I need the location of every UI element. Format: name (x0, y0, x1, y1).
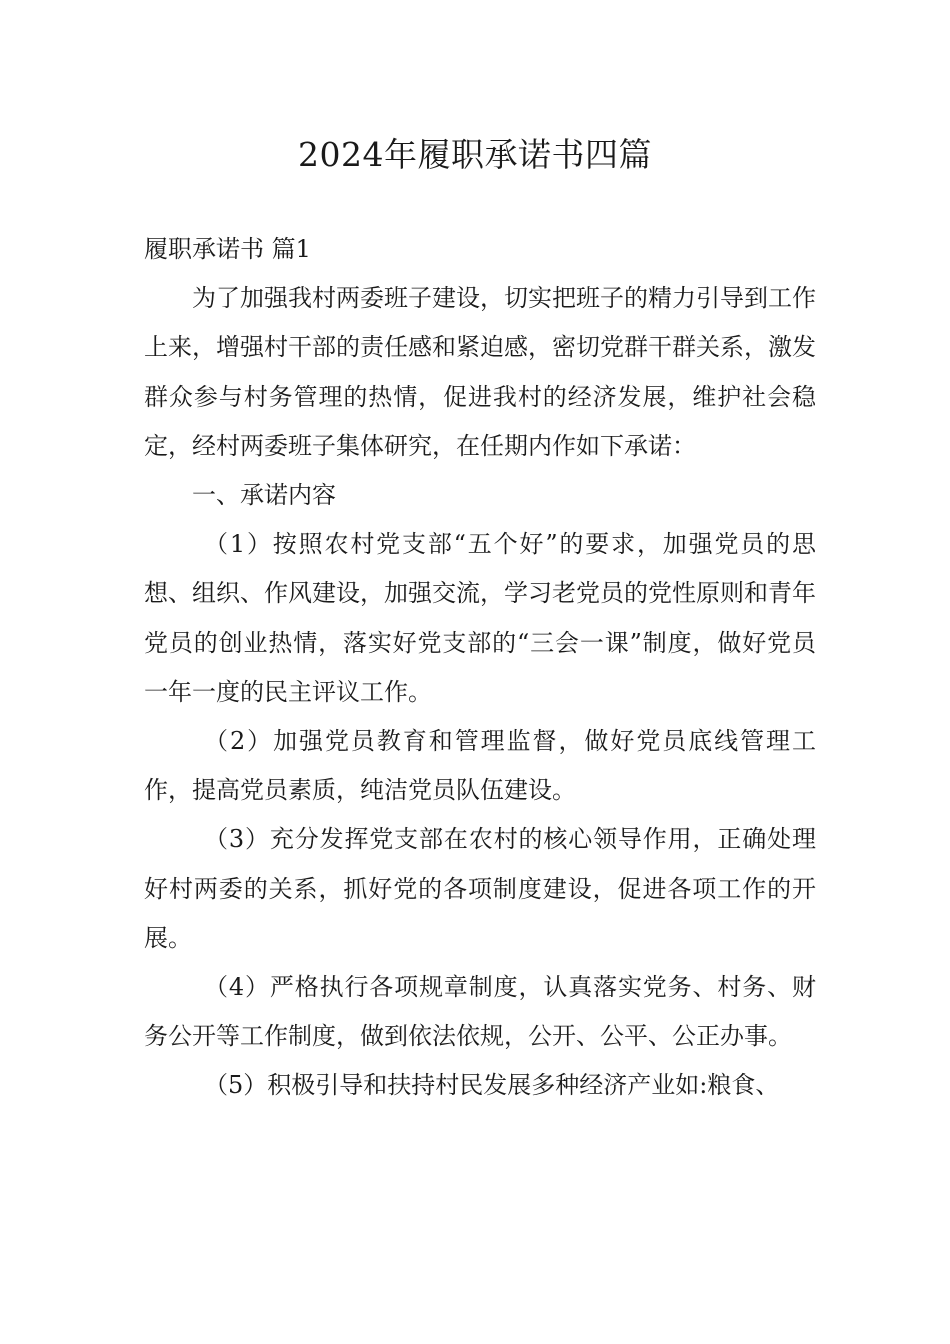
commitment-item: （2）加强党员教育和管理监督，做好党员底线管理工作，提高党员素质，纯洁党员队伍建设。 (144, 727, 816, 805)
commitment-item: （3）充分发挥党支部在农村的核心领导作用，正确处理好村两委的关系，抓好党的各项制度建设，促进各项工作的开展。 (144, 825, 816, 952)
intro-paragraph: 为了加强我村两委班子建设，切实把班子的精力引导到工作上来，增强村干部的责任感和紧迫感，密切党群干群关系，激发群众参与村务管理的热情，促进我村的经济发展，维护社会稳定，经村两委班子集体研究，在任期内作如下承诺： (144, 284, 816, 460)
commitment-item: （4）严格执行各项规章制度，认真落实党务、村务、财务公开等工作制度，做到依法依规，公开、公平、公正办事。 (144, 973, 816, 1051)
document-body (144, 225, 816, 1111)
section-subtitle: 履职承诺书 篇1 (144, 235, 311, 263)
commitment-item: （5）积极引导和扶持村民发展多种经济产业如:粮食、 (204, 1071, 780, 1100)
section-heading: 一、承诺内容 (192, 481, 336, 510)
commitment-item: （1）按照农村党支部“五个好”的要求，加强党员的思想、组织、作风建设，加强交流，学习老党员的党性原则和青年党员的创业热情，落实好党支部的“三会一课”制度，做好党员一年一度的民主评议工作。 (144, 530, 816, 706)
document-title: 2024年履职承诺书四篇 (298, 135, 652, 174)
